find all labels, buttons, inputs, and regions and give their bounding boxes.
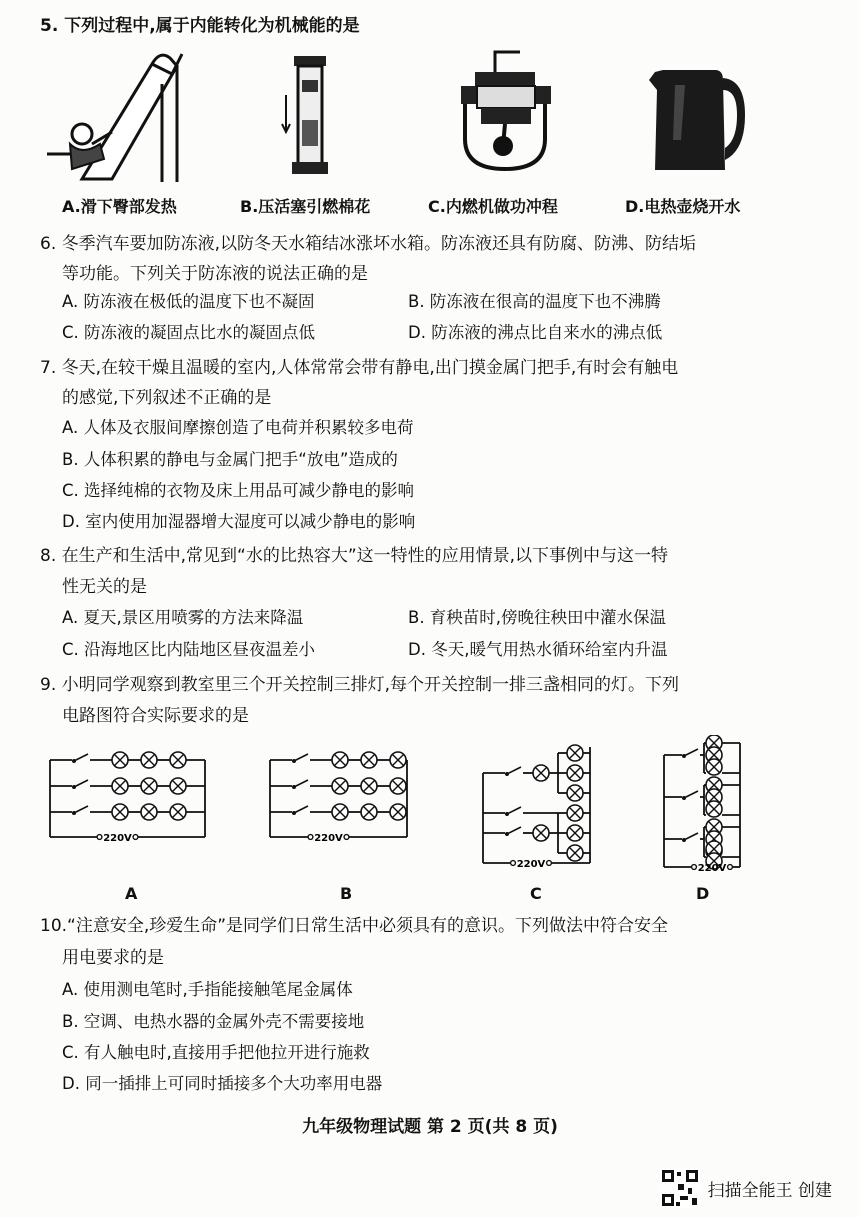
question-5-option-a: A.滑下臀部发热	[62, 197, 177, 216]
question-5-option-b: B.压活塞引燃棉花	[240, 197, 371, 216]
question-8-option-d: D. 冬天,暖气用热水循环给室内升温	[408, 640, 668, 659]
piston-cylinder-icon	[280, 50, 340, 180]
watermark-text: 扫描全能王 创建	[707, 1180, 832, 1201]
switch-arm	[294, 780, 308, 787]
scanner-watermark	[660, 1168, 832, 1208]
question-9-stem-line-1: 9. 小明同学观察到教室里三个开关控制三排灯,每个开关控制一排三盏相同的灯。下列	[40, 675, 680, 695]
circuit-label-a: A	[125, 884, 138, 903]
question-8-option-a: A. 夏天,景区用喷雾的方法来降温	[62, 608, 304, 627]
terminal	[728, 865, 733, 870]
terminal	[692, 865, 697, 870]
question-9-stem-line-2: 电路图符合实际要求的是	[62, 706, 249, 726]
terminal	[97, 835, 102, 840]
question-10-option-a: A. 使用测电笔时,手指能接触笔尾金属体	[62, 980, 353, 999]
voltage-label: 220V	[697, 863, 727, 874]
switch-arm	[507, 827, 521, 834]
voltage-label: 220V	[516, 859, 546, 870]
circuit-label-c: C	[530, 884, 542, 903]
question-7-option-d: D. 室内使用加湿器增大湿度可以减少静电的影响	[62, 512, 416, 531]
question-6-stem-line-2: 等功能。下列关于防冻液的说法正确的是	[62, 264, 368, 284]
switch-arm	[74, 780, 88, 787]
slide-icon	[42, 44, 192, 184]
question-10-option-d: D. 同一插排上可同时插接多个大功率用电器	[62, 1074, 383, 1093]
question-10-option-c: C. 有人触电时,直接用手把他拉开进行施救	[62, 1043, 370, 1062]
terminal	[308, 835, 313, 840]
circuit-label-d: D	[696, 884, 710, 903]
question-6-stem-line-1: 6. 冬季汽车要加防冻液,以防冬天水箱结冰涨坏水箱。防冻液还具有防腐、防沸、防结垢	[40, 234, 697, 254]
switch-arm	[507, 767, 521, 774]
question-6-option-b: B. 防冻液在很高的温度下也不沸腾	[408, 292, 661, 311]
question-8-stem-line-2: 性无关的是	[62, 577, 147, 597]
circuit-diagrams	[0, 735, 860, 885]
switch-arm	[294, 754, 308, 761]
question-5-stem: 5. 下列过程中,属于内能转化为机械能的是	[40, 16, 360, 36]
question-5-option-d: D.电热壶烧开水	[625, 197, 741, 216]
question-6-option-d: D. 防冻液的沸点比自来水的沸点低	[408, 323, 663, 342]
terminal	[133, 835, 138, 840]
page-footer: 九年级物理试题 第 2 页(共 8 页)	[302, 1117, 558, 1137]
switch-arm	[74, 806, 88, 813]
terminal	[547, 861, 552, 866]
question-8-option-b: B. 育秧苗时,傍晚往秧田中灌水保温	[408, 608, 667, 627]
engine-stroke-icon	[455, 44, 560, 174]
question-7-stem-line-1: 7. 冬天,在较干燥且温暖的室内,人体常常会带有静电,出门摸金属门把手,有时会有触电	[40, 358, 679, 378]
switch-arm	[294, 806, 308, 813]
question-10-stem-line-2: 用电要求的是	[62, 948, 164, 968]
question-10-option-b: B. 空调、电热水器的金属外壳不需要接地	[62, 1012, 365, 1031]
terminal	[344, 835, 349, 840]
question-8-stem-line-1: 8. 在生产和生活中,常见到“水的比热容大”这一特性的应用情景,以下事例中与这一特	[40, 546, 669, 566]
terminal	[511, 861, 516, 866]
voltage-label: 220V	[103, 833, 132, 844]
question-6-option-c: C. 防冻液的凝固点比水的凝固点低	[62, 323, 316, 342]
question-6-option-a: A. 防冻液在极低的温度下也不凝固	[62, 292, 315, 311]
circuit-label-b: B	[340, 884, 353, 903]
switch-arm	[684, 791, 698, 798]
question-8-option-c: C. 沿海地区比内陆地区昼夜温差小	[62, 640, 316, 659]
switch-arm	[507, 807, 521, 814]
voltage-label: 220V	[314, 833, 343, 844]
question-7-option-a: A. 人体及衣服间摩擦创造了电荷并积累较多电荷	[62, 418, 414, 437]
question-5-option-c: C.内燃机做功冲程	[428, 197, 558, 216]
question-7-option-b: B. 人体积累的静电与金属门把手“放电”造成的	[62, 450, 398, 469]
qr-code-icon	[660, 1168, 700, 1208]
question-7-option-c: C. 选择纯棉的衣物及床上用品可减少静电的影响	[62, 481, 415, 500]
switch-arm	[684, 749, 698, 756]
kettle-icon	[645, 60, 750, 178]
question-10-stem-line-1: 10.“注意安全,珍爱生命”是同学们日常生活中必须具有的意识。下列做法中符合安全	[40, 916, 669, 936]
switch-arm	[74, 754, 88, 761]
switch-arm	[684, 833, 698, 840]
question-7-stem-line-2: 的感觉,下列叙述不正确的是	[62, 388, 272, 408]
